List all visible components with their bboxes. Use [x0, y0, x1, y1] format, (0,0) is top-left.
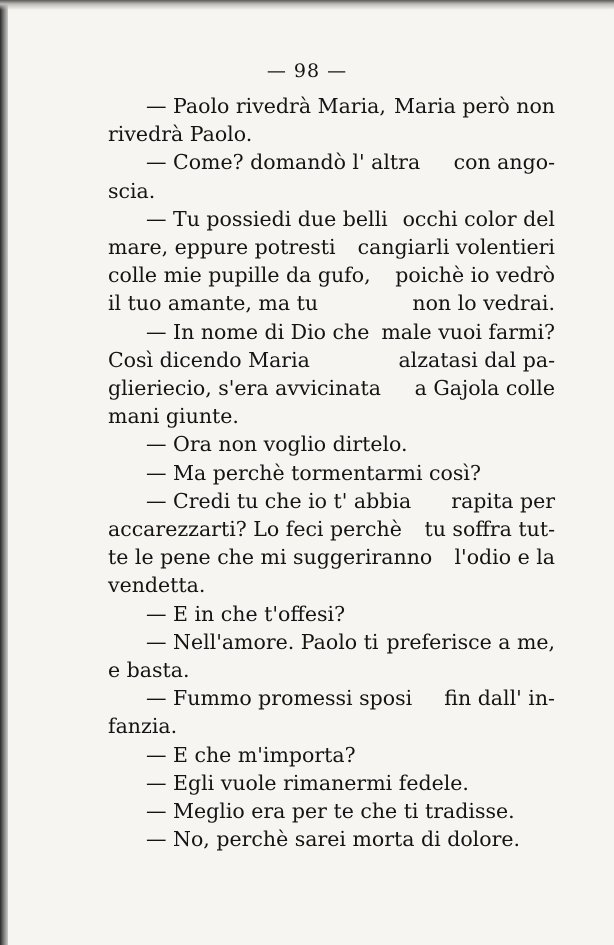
text-segment: — E in che t'offesi? — [146, 601, 346, 626]
text-segment: colle mie pupille da gufo, — [108, 263, 371, 288]
text-line — [108, 318, 555, 346]
text-segment: — In nome di Dio che — [146, 319, 370, 344]
text-line — [108, 261, 555, 289]
page-number: — 98 — — [266, 60, 348, 82]
text-line — [108, 487, 555, 515]
text-line — [108, 825, 555, 853]
page-binding-edge — [0, 0, 8, 945]
text-segment: — No, perchè sarei morta di dolore. — [146, 827, 521, 852]
text-segment: vendetta. — [108, 573, 206, 598]
text-line — [108, 92, 555, 120]
text-segment: l'odio e la — [454, 545, 555, 570]
text-segment: cangiarli volentieri — [357, 235, 555, 260]
text-line — [108, 571, 555, 599]
text-segment: — Tu possiedi due belli — [146, 206, 388, 231]
text-segment: te le pene che mi suggeriranno — [108, 545, 433, 570]
text-segment: — E che m'importa? — [146, 742, 356, 767]
text-line — [108, 233, 555, 261]
text-segment: rivedrà Paolo. — [108, 122, 253, 147]
text-line — [108, 177, 555, 205]
text-segment: con ango- — [453, 150, 555, 175]
text-line — [108, 346, 555, 374]
text-line — [108, 402, 555, 430]
text-segment: — Come? domandò l' altra — [146, 150, 421, 175]
text-line — [108, 600, 555, 628]
text-segment: il tuo amante, ma tu — [108, 291, 319, 316]
text-segment: poichè io vedrò — [395, 263, 555, 288]
text-line — [108, 430, 555, 458]
text-segment: — Nell'amore. Paolo ti — [146, 629, 379, 654]
text-line — [108, 769, 555, 797]
text-segment: — Ma perchè tormentarmi così? — [146, 460, 481, 485]
text-segment: a Gajola colle — [414, 376, 555, 401]
text-line — [108, 374, 555, 402]
text-segment: — Fummo promessi sposi — [146, 686, 413, 711]
text-segment: mare, eppure potresti — [108, 235, 336, 260]
text-line — [108, 712, 555, 740]
text-line — [108, 515, 555, 543]
text-segment: non lo vedrai. — [412, 291, 555, 316]
text-line — [108, 741, 555, 769]
text-segment: accarezzarti? Lo feci perchè — [108, 517, 402, 542]
text-line — [108, 656, 555, 684]
text-segment: fanzia. — [108, 714, 178, 739]
text-segment: scia. — [108, 178, 156, 203]
text-line — [108, 289, 555, 317]
text-segment: — Credi tu che io t' abbia — [146, 488, 412, 513]
text-segment: Così dicendo Maria — [108, 347, 310, 372]
text-segment: glieriecio, s'era avvicinata — [108, 376, 381, 401]
text-segment: tu soffra tut- — [424, 517, 555, 542]
text-segment: — Paolo rivedrà Maria, — [146, 94, 386, 118]
text-segment: e basta. — [108, 658, 190, 683]
text-segment: rapita per — [451, 488, 555, 513]
text-segment: occhi color del — [402, 206, 555, 231]
text-segment: fin dall' in- — [444, 686, 555, 711]
text-segment: alzatasi dal pa- — [398, 347, 555, 372]
text-line — [108, 205, 555, 233]
text-line — [108, 459, 555, 487]
text-segment: mani giunte. — [108, 404, 239, 429]
text-segment: — Meglio era per te che ti tradisse. — [146, 799, 515, 824]
text-segment: preferisce a me, — [386, 629, 556, 654]
text-line — [108, 797, 555, 825]
text-segment: — Egli vuole rimanermi fedele. — [146, 770, 469, 795]
text-segment: — Ora non voglio dirtelo. — [146, 432, 408, 457]
page-top-shadow — [0, 0, 614, 10]
text-line — [108, 628, 555, 656]
text-line — [108, 684, 555, 712]
page-text — [108, 92, 555, 853]
text-line — [108, 120, 555, 148]
text-segment: male vuoi farmi? — [381, 319, 555, 344]
text-line — [108, 148, 555, 176]
text-line — [108, 543, 555, 571]
text-segment: Maria però non — [394, 94, 555, 118]
